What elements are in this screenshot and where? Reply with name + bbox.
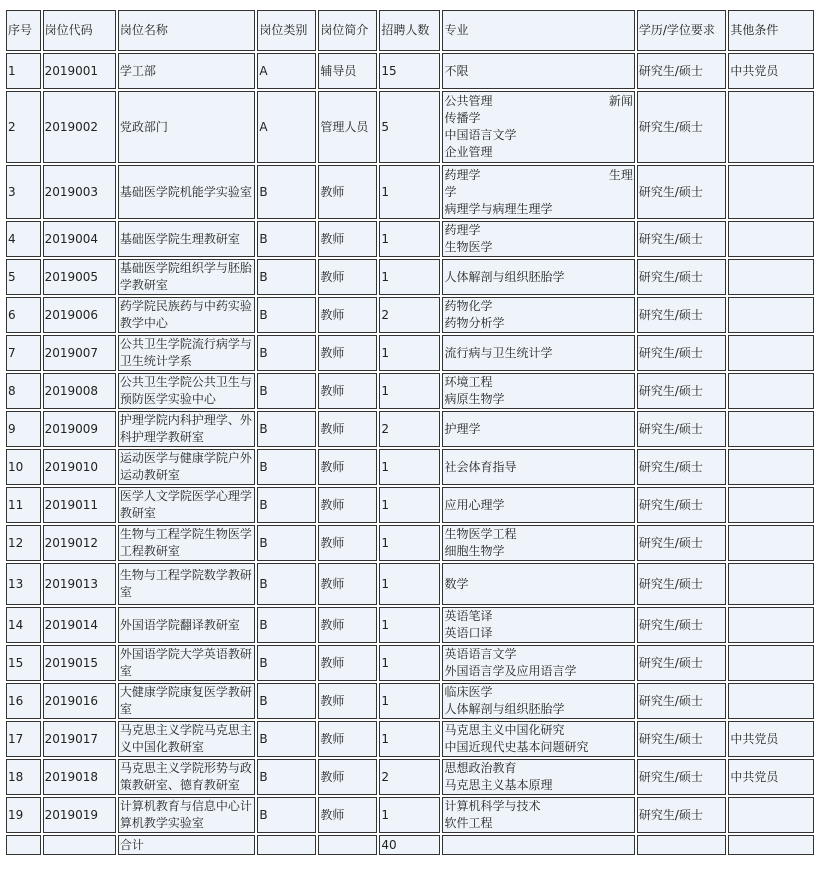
cell-major-line: 环境工程 — [444, 375, 493, 389]
cell-major-line: 细胞生物学 — [444, 544, 505, 558]
cell-other: 中共党员 — [728, 721, 814, 757]
cell-major-line: 数学 — [444, 576, 469, 591]
cell-major-line: 病理学与病理生理学 — [444, 201, 553, 216]
cell-other — [728, 525, 814, 561]
cell-name-line: 运动教研室 — [119, 468, 180, 482]
cell-major-line: 药物化学 — [444, 299, 493, 313]
cell-category: B — [257, 563, 316, 605]
cell-name — [118, 759, 255, 795]
cell-degree: 研究生/硕士 — [637, 335, 727, 371]
cell-no: 6 — [6, 297, 41, 333]
cell-major — [442, 91, 634, 163]
cell-degree: 研究生/硕士 — [637, 797, 727, 833]
cell-degree: 研究生/硕士 — [637, 759, 727, 795]
cell-intro: 教师 — [318, 487, 377, 523]
cell-major — [442, 259, 634, 295]
cell-name — [118, 487, 255, 523]
cell-name-line: 义中国化教研室 — [119, 740, 204, 754]
cell-name — [118, 221, 255, 257]
cell-code: 2019004 — [43, 221, 116, 257]
cell-code: 2019017 — [43, 721, 116, 757]
cell-intro: 管理人员 — [318, 91, 377, 163]
cell-name-line: 外国语学院大学英语教研 — [119, 647, 252, 661]
cell-name — [118, 563, 255, 605]
cell-other — [728, 373, 814, 409]
cell-code: 2019001 — [43, 53, 116, 89]
cell-no: 1 — [6, 53, 41, 89]
cell-name-line: 教学中心 — [119, 316, 168, 330]
cell-degree: 研究生/硕士 — [637, 645, 727, 681]
cell-name — [118, 797, 255, 833]
cell-other — [728, 449, 814, 485]
cell-other — [728, 259, 814, 295]
cell-name-line: 生物与工程学院生物医学 — [119, 527, 252, 541]
cell-name — [118, 373, 255, 409]
cell-code: 2019012 — [43, 525, 116, 561]
cell-other — [728, 165, 814, 219]
cell-intro: 教师 — [318, 797, 377, 833]
cell-degree: 研究生/硕士 — [637, 525, 727, 561]
cell-code: 2019015 — [43, 645, 116, 681]
total-cell-empty — [637, 835, 727, 855]
cell-count: 15 — [379, 53, 440, 89]
table-row — [6, 487, 814, 523]
cell-name-line: 运动医学与健康学院户外 — [119, 451, 252, 465]
table-body — [6, 10, 814, 855]
header-cell-major: 专业 — [442, 10, 634, 51]
cell-code: 2019005 — [43, 259, 116, 295]
cell-code: 2019006 — [43, 297, 116, 333]
cell-other — [728, 91, 814, 163]
cell-major-line-left: 公共管理 — [444, 94, 493, 108]
cell-major — [442, 53, 634, 89]
cell-major-line: 外国语言学及应用语言学 — [444, 664, 577, 678]
cell-code: 2019018 — [43, 759, 116, 795]
cell-major — [442, 297, 634, 333]
cell-degree: 研究生/硕士 — [637, 607, 727, 643]
cell-code: 2019011 — [43, 487, 116, 523]
cell-degree: 研究生/硕士 — [637, 449, 727, 485]
cell-major — [442, 525, 634, 561]
cell-major — [442, 335, 634, 371]
cell-name-line: 基础医学院组织学与胚胎 — [119, 261, 252, 275]
cell-name-line: 科护理学教研室 — [119, 430, 204, 444]
cell-no: 14 — [6, 607, 41, 643]
cell-other — [728, 297, 814, 333]
cell-code: 2019003 — [43, 165, 116, 219]
cell-code: 2019014 — [43, 607, 116, 643]
cell-name-line: 生物与工程学院数学教研 — [119, 568, 252, 582]
cell-degree: 研究生/硕士 — [637, 165, 727, 219]
total-cell-empty — [442, 835, 634, 855]
cell-major — [442, 607, 634, 643]
cell-intro: 教师 — [318, 607, 377, 643]
cell-major — [442, 797, 634, 833]
table-row — [6, 759, 814, 795]
cell-intro: 教师 — [318, 563, 377, 605]
header-cell-count: 招聘人数 — [379, 10, 440, 51]
cell-intro: 教师 — [318, 525, 377, 561]
cell-code: 2019008 — [43, 373, 116, 409]
cell-code: 2019010 — [43, 449, 116, 485]
cell-no: 4 — [6, 221, 41, 257]
cell-major — [442, 487, 634, 523]
cell-intro: 教师 — [318, 335, 377, 371]
cell-degree: 研究生/硕士 — [637, 487, 727, 523]
cell-degree: 研究生/硕士 — [637, 563, 727, 605]
cell-no: 10 — [6, 449, 41, 485]
cell-intro: 教师 — [318, 165, 377, 219]
cell-degree: 研究生/硕士 — [637, 411, 727, 447]
cell-no: 8 — [6, 373, 41, 409]
cell-major-line: 英语口译 — [444, 626, 493, 640]
cell-major-line: 马克思主义中国化研究 — [444, 723, 565, 737]
cell-major-line — [444, 93, 632, 110]
cell-other — [728, 411, 814, 447]
cell-intro: 教师 — [318, 411, 377, 447]
cell-code: 2019009 — [43, 411, 116, 447]
cell-name-line: 医学人文学院医学心理学 — [119, 489, 252, 503]
table-row — [6, 297, 814, 333]
cell-major — [442, 411, 634, 447]
cell-no: 9 — [6, 411, 41, 447]
table-row — [6, 525, 814, 561]
cell-name — [118, 607, 255, 643]
cell-other — [728, 645, 814, 681]
cell-count: 5 — [379, 91, 440, 163]
cell-major-line: 英语语言文学 — [444, 647, 517, 661]
cell-name-line: 策教研室、德育教研室 — [119, 778, 240, 792]
header-cell-no: 序号 — [6, 10, 41, 51]
cell-major — [442, 563, 634, 605]
cell-name — [118, 449, 255, 485]
total-cell-empty — [728, 835, 814, 855]
cell-major-line: 社会体育指导 — [444, 459, 517, 474]
cell-major-line: 中国语言文学 — [444, 128, 517, 142]
cell-count: 1 — [379, 259, 440, 295]
cell-category: B — [257, 411, 316, 447]
cell-count: 1 — [379, 165, 440, 219]
cell-name-line: 预防医学实验中心 — [119, 392, 216, 406]
cell-major-line: 临床医学 — [444, 685, 493, 699]
cell-intro: 教师 — [318, 683, 377, 719]
cell-degree: 研究生/硕士 — [637, 373, 727, 409]
cell-intro: 辅导员 — [318, 53, 377, 89]
cell-category: B — [257, 487, 316, 523]
cell-count: 1 — [379, 373, 440, 409]
cell-intro: 教师 — [318, 221, 377, 257]
cell-category: B — [257, 797, 316, 833]
total-row — [6, 835, 814, 855]
cell-other — [728, 797, 814, 833]
table-row — [6, 165, 814, 219]
cell-name-line: 基础医学院机能学实验室 — [119, 184, 252, 199]
cell-name-line: 算机教学实验室 — [119, 816, 204, 830]
cell-name-line: 基础医学院生理教研室 — [119, 231, 240, 246]
cell-count: 1 — [379, 721, 440, 757]
cell-other: 中共党员 — [728, 759, 814, 795]
cell-count: 2 — [379, 411, 440, 447]
table-row — [6, 259, 814, 295]
cell-major-line: 不限 — [444, 63, 469, 78]
cell-other — [728, 221, 814, 257]
total-cell-empty — [43, 835, 116, 855]
cell-major — [442, 683, 634, 719]
cell-name-line: 马克思主义学院马克思主 — [119, 723, 252, 737]
cell-intro: 教师 — [318, 259, 377, 295]
table-row — [6, 373, 814, 409]
cell-count: 1 — [379, 221, 440, 257]
cell-name — [118, 53, 255, 89]
cell-name-line: 室 — [119, 702, 132, 716]
cell-name-line: 护理学院内科护理学、外 — [119, 413, 252, 427]
cell-intro: 教师 — [318, 373, 377, 409]
cell-category: B — [257, 449, 316, 485]
table-row — [6, 563, 814, 605]
cell-category: B — [257, 165, 316, 219]
cell-name — [118, 683, 255, 719]
cell-degree: 研究生/硕士 — [637, 297, 727, 333]
cell-intro: 教师 — [318, 297, 377, 333]
table-row — [6, 91, 814, 163]
cell-category: B — [257, 373, 316, 409]
cell-count: 2 — [379, 297, 440, 333]
cell-major-line: 软件工程 — [444, 816, 493, 830]
header-cell-intro: 岗位简介 — [318, 10, 377, 51]
total-label: 合计 — [118, 835, 255, 855]
cell-degree: 研究生/硕士 — [637, 53, 727, 89]
cell-no: 2 — [6, 91, 41, 163]
cell-name-line: 学教研室 — [119, 278, 168, 292]
cell-major — [442, 645, 634, 681]
recruitment-table-container — [4, 8, 816, 857]
cell-category: B — [257, 607, 316, 643]
cell-major-line: 英语笔译 — [444, 609, 493, 623]
cell-name — [118, 335, 255, 371]
cell-count: 1 — [379, 607, 440, 643]
cell-major-line: 应用心理学 — [444, 497, 505, 512]
table-row — [6, 797, 814, 833]
cell-intro: 教师 — [318, 759, 377, 795]
cell-major — [442, 449, 634, 485]
cell-count: 1 — [379, 525, 440, 561]
cell-major-line-right: 新闻 — [608, 94, 633, 108]
cell-other — [728, 563, 814, 605]
cell-count: 1 — [379, 335, 440, 371]
cell-category: B — [257, 335, 316, 371]
cell-category: B — [257, 683, 316, 719]
cell-count: 1 — [379, 487, 440, 523]
cell-code: 2019019 — [43, 797, 116, 833]
cell-name-line: 室 — [119, 585, 132, 599]
cell-name-line: 公共卫生学院公共卫生与 — [119, 375, 252, 389]
cell-major-line: 企业管理 — [444, 145, 493, 159]
cell-degree: 研究生/硕士 — [637, 683, 727, 719]
cell-count: 1 — [379, 683, 440, 719]
cell-no: 19 — [6, 797, 41, 833]
cell-degree: 研究生/硕士 — [637, 221, 727, 257]
header-cell-name: 岗位名称 — [118, 10, 255, 51]
cell-name — [118, 259, 255, 295]
table-row — [6, 335, 814, 371]
cell-major-line: 病原生物学 — [444, 392, 505, 406]
cell-name — [118, 165, 255, 219]
cell-category: B — [257, 221, 316, 257]
cell-major — [442, 759, 634, 795]
cell-category: B — [257, 759, 316, 795]
cell-degree: 研究生/硕士 — [637, 91, 727, 163]
cell-name-line: 教研室 — [119, 506, 156, 520]
cell-name — [118, 411, 255, 447]
cell-degree: 研究生/硕士 — [637, 259, 727, 295]
cell-name — [118, 525, 255, 561]
cell-degree: 研究生/硕士 — [637, 721, 727, 757]
table-row — [6, 607, 814, 643]
cell-no: 7 — [6, 335, 41, 371]
table-row — [6, 721, 814, 757]
cell-count: 1 — [379, 449, 440, 485]
table-row — [6, 683, 814, 719]
cell-major-line: 生物医学工程 — [444, 527, 517, 541]
cell-name-line: 外国语学院翻译教研室 — [119, 617, 240, 632]
cell-no: 11 — [6, 487, 41, 523]
cell-no: 17 — [6, 721, 41, 757]
cell-major-line-left: 药理学 — [444, 167, 481, 182]
cell-major-line: 生物医学 — [444, 240, 493, 254]
cell-no: 5 — [6, 259, 41, 295]
total-cell-empty — [257, 835, 316, 855]
cell-major-line: 马克思主义基本原理 — [444, 778, 553, 792]
cell-major-line: 人体解剖与组织胚胎学 — [444, 269, 565, 284]
cell-name-line: 工程教研室 — [119, 544, 180, 558]
cell-code: 2019016 — [43, 683, 116, 719]
cell-count: 1 — [379, 797, 440, 833]
cell-name — [118, 91, 255, 163]
cell-major-line: 学 — [444, 184, 457, 199]
header-cell-other: 其他条件 — [728, 10, 814, 51]
total-cell-empty — [318, 835, 377, 855]
cell-major — [442, 721, 634, 757]
cell-major-line: 计算机科学与技术 — [444, 799, 541, 813]
recruitment-table — [4, 8, 816, 857]
cell-name-line: 马克思主义学院形势与政 — [119, 761, 252, 775]
cell-major-line: 中国近现代史基本问题研究 — [444, 740, 589, 754]
cell-category: B — [257, 525, 316, 561]
cell-code: 2019007 — [43, 335, 116, 371]
cell-major-line: 药物分析学 — [444, 316, 505, 330]
table-row — [6, 221, 814, 257]
cell-major — [442, 165, 634, 219]
cell-name-line: 公共卫生学院流行病学与 — [119, 337, 252, 351]
cell-code: 2019002 — [43, 91, 116, 163]
cell-major-line: 传播学 — [444, 111, 481, 125]
cell-no: 3 — [6, 165, 41, 219]
cell-name-line: 大健康学院康复医学教研 — [119, 685, 252, 699]
cell-count: 1 — [379, 563, 440, 605]
cell-no: 15 — [6, 645, 41, 681]
cell-name-line: 卫生统计学系 — [119, 354, 192, 368]
cell-no: 16 — [6, 683, 41, 719]
cell-major — [442, 373, 634, 409]
table-row — [6, 449, 814, 485]
table-row — [6, 645, 814, 681]
cell-major-line: 药理学 — [444, 223, 481, 237]
cell-other: 中共党员 — [728, 53, 814, 89]
cell-other — [728, 683, 814, 719]
total-cell-empty — [6, 835, 41, 855]
cell-major-line: 流行病与卫生统计学 — [444, 345, 553, 360]
cell-category: B — [257, 645, 316, 681]
cell-name-line: 党政部门 — [119, 119, 168, 134]
cell-major-line: 人体解剖与组织胚胎学 — [444, 702, 565, 716]
cell-major-line-right: 生理 — [608, 167, 633, 182]
header-row — [6, 10, 814, 51]
cell-name — [118, 297, 255, 333]
cell-major-line — [444, 167, 632, 184]
cell-major-line: 护理学 — [444, 421, 481, 436]
cell-other — [728, 487, 814, 523]
cell-no: 12 — [6, 525, 41, 561]
cell-no: 18 — [6, 759, 41, 795]
cell-category: B — [257, 721, 316, 757]
cell-name-line: 药学院民族药与中药实验 — [119, 299, 252, 313]
cell-category: B — [257, 297, 316, 333]
cell-category: B — [257, 259, 316, 295]
cell-category: A — [257, 91, 316, 163]
cell-category: A — [257, 53, 316, 89]
cell-name — [118, 645, 255, 681]
cell-intro: 教师 — [318, 449, 377, 485]
cell-count: 1 — [379, 645, 440, 681]
cell-code: 2019013 — [43, 563, 116, 605]
header-cell-category: 岗位类别 — [257, 10, 316, 51]
header-cell-code: 岗位代码 — [43, 10, 116, 51]
table-row — [6, 53, 814, 89]
cell-other — [728, 335, 814, 371]
cell-no: 13 — [6, 563, 41, 605]
cell-count: 2 — [379, 759, 440, 795]
cell-other — [728, 607, 814, 643]
header-cell-degree: 学历/学位要求 — [637, 10, 727, 51]
cell-intro: 教师 — [318, 645, 377, 681]
cell-name-line: 计算机教育与信息中心计 — [119, 799, 252, 813]
table-row — [6, 411, 814, 447]
cell-name — [118, 721, 255, 757]
cell-major-line: 思想政治教育 — [444, 761, 517, 775]
cell-intro: 教师 — [318, 721, 377, 757]
cell-name-line: 学工部 — [119, 63, 156, 78]
cell-name-line: 室 — [119, 664, 132, 678]
cell-major — [442, 221, 634, 257]
total-count: 40 — [379, 835, 440, 855]
